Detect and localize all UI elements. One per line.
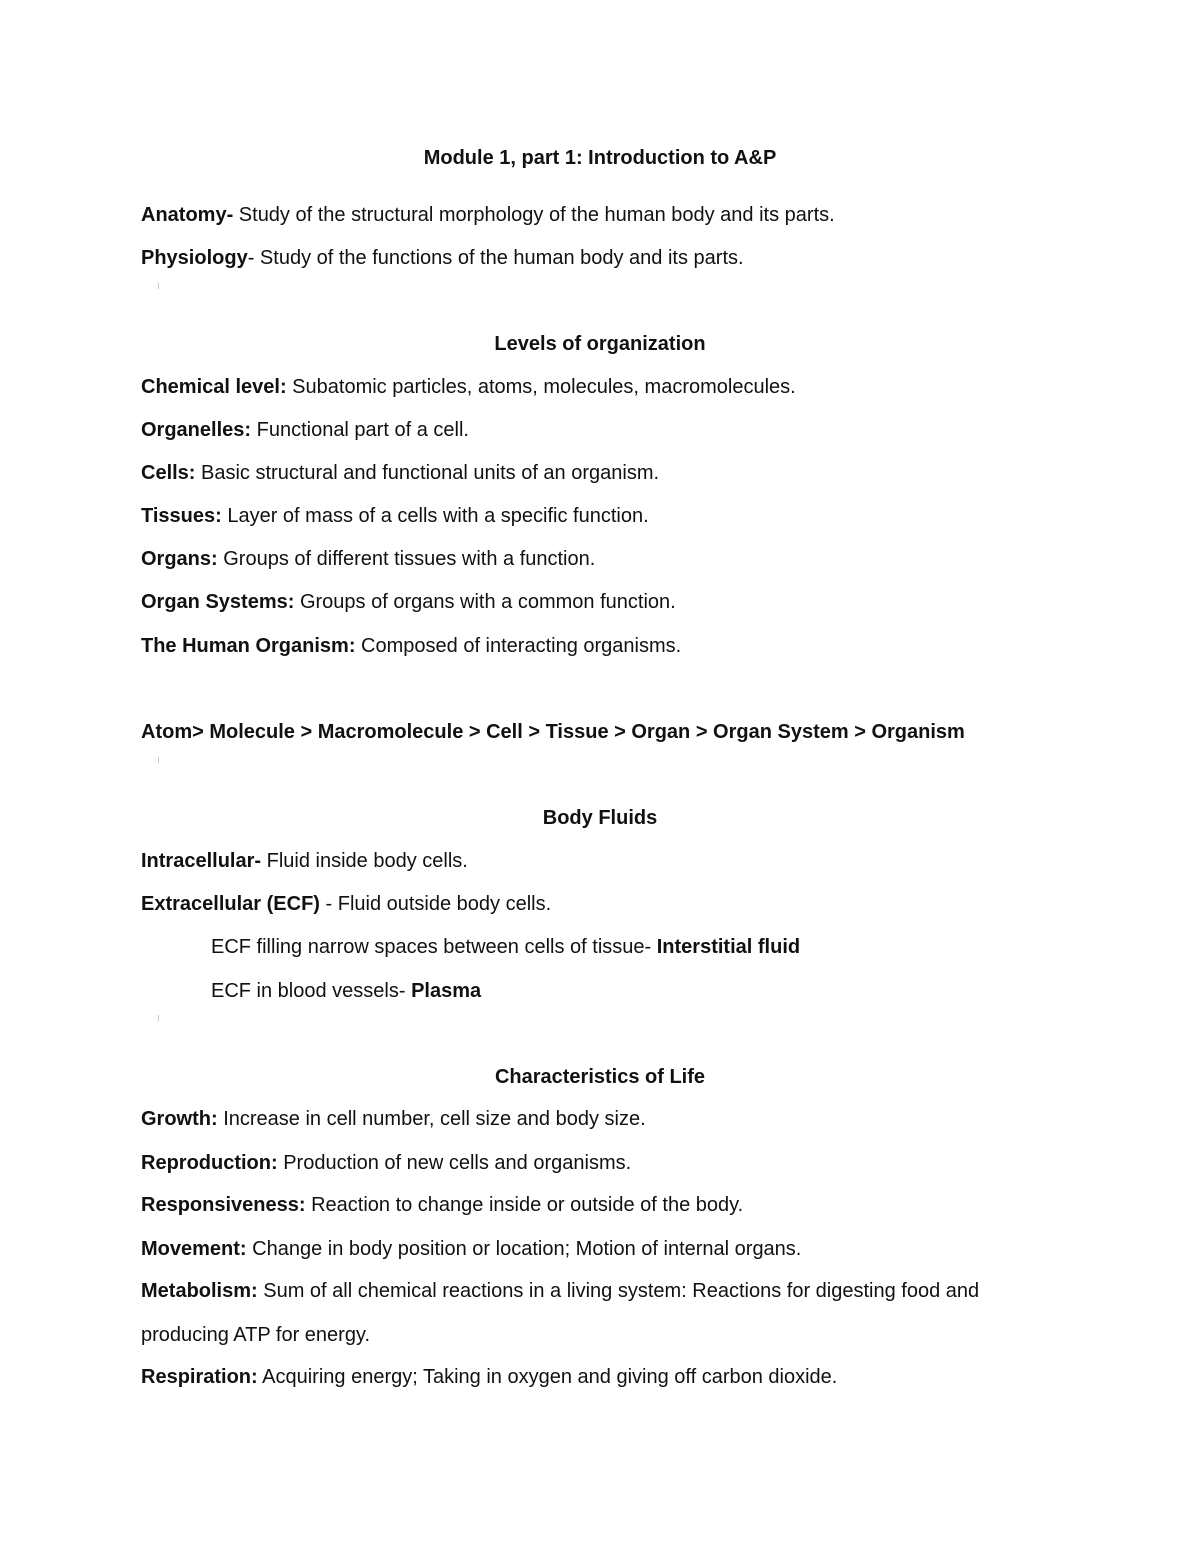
levels-heading: Levels of organization [494, 333, 706, 355]
paragraph-mark [158, 1015, 159, 1021]
level-text: Layer of mass of a cells with a specific function. [221, 505, 649, 527]
level-item [141, 547, 595, 571]
level-text: Groups of different tissues with a function. [217, 548, 596, 570]
definition-physiology [141, 246, 744, 270]
life-text: Production of new cells and organisms. [277, 1152, 632, 1174]
level-term: Chemical level: [141, 376, 287, 398]
life-text: Increase in cell number, cell size and body size. [217, 1108, 646, 1130]
level-text: Basic structural and functional units of an organism. [195, 462, 660, 484]
level-text: Groups of organs with a common function. [294, 591, 676, 613]
life-item [141, 1107, 646, 1131]
life-item [141, 1279, 979, 1303]
level-term: Organ Systems: [141, 591, 295, 613]
life-item-continuation [141, 1323, 370, 1347]
life-term: Respiration: [141, 1366, 258, 1388]
level-term: Cells: [141, 462, 196, 484]
fluid-text: - Fluid outside body cells. [319, 893, 552, 915]
fluid-term: Intracellular- [141, 850, 262, 872]
life-term: Movement: [141, 1238, 247, 1260]
level-text: Subatomic particles, atoms, molecules, macromolecules. [286, 376, 796, 398]
life-term: Growth: [141, 1108, 218, 1130]
life-text: Acquiring energy; Taking in oxygen and giving off carbon dioxide. [257, 1366, 838, 1388]
life-item [141, 1237, 801, 1261]
level-term: Tissues: [141, 505, 222, 527]
fluid-term: Extracellular (ECF) [141, 893, 320, 915]
level-term: Organelles: [141, 419, 252, 441]
level-item [141, 590, 676, 614]
life-term: Reproduction: [141, 1152, 278, 1174]
fluid-sub-item [211, 979, 481, 1003]
level-term: The Human Organism: [141, 635, 356, 657]
level-text: Composed of interacting organisms. [355, 635, 682, 657]
fluid-sub-text: ECF in blood vessels- [211, 980, 412, 1002]
fluids-heading: Body Fluids [542, 807, 658, 829]
level-item [141, 418, 469, 442]
level-term: Organs: [141, 548, 218, 570]
fluid-sub-text: ECF filling narrow spaces between cells of tissue- [211, 936, 657, 958]
page-title: Module 1, part 1: Introduction to A&P [423, 147, 777, 169]
fluid-sub-item [211, 935, 800, 959]
life-text: Change in body position or location; Motion of internal organs. [246, 1238, 802, 1260]
level-text: Functional part of a cell. [251, 419, 469, 441]
paragraph-mark [158, 283, 159, 289]
level-item [141, 634, 681, 658]
life-item [141, 1193, 743, 1217]
definition-term: Physiology [141, 247, 248, 269]
fluid-text: Fluid inside body cells. [261, 850, 468, 872]
definition-text: - Study of the functions of the human body and its parts. [247, 247, 744, 269]
life-text: producing ATP for energy. [141, 1324, 371, 1346]
fluid-item [141, 892, 551, 916]
definition-anatomy [141, 203, 835, 227]
paragraph-mark [158, 757, 159, 763]
level-item [141, 461, 659, 485]
life-term: Responsiveness: [141, 1194, 306, 1216]
life-heading: Characteristics of Life [494, 1066, 706, 1088]
level-item [141, 375, 796, 399]
fluid-sub-term: Interstitial fluid [656, 936, 801, 958]
fluid-item [141, 849, 468, 873]
definition-text: Study of the structural morphology of the human body and its parts. [233, 204, 835, 226]
life-text: Reaction to change inside or outside of the body. [305, 1194, 744, 1216]
life-item [141, 1365, 837, 1389]
life-text: Sum of all chemical reactions in a living system: Reactions for digesting food and [257, 1280, 980, 1302]
definition-term: Anatomy- [141, 204, 234, 226]
fluid-sub-term: Plasma [411, 980, 482, 1002]
life-item [141, 1151, 631, 1175]
level-item [141, 504, 649, 528]
life-term: Metabolism: [141, 1280, 258, 1302]
organization-hierarchy: Atom> Molecule > Macromolecule > Cell > Tissue > Organ > Organ System > Organism [141, 721, 965, 743]
